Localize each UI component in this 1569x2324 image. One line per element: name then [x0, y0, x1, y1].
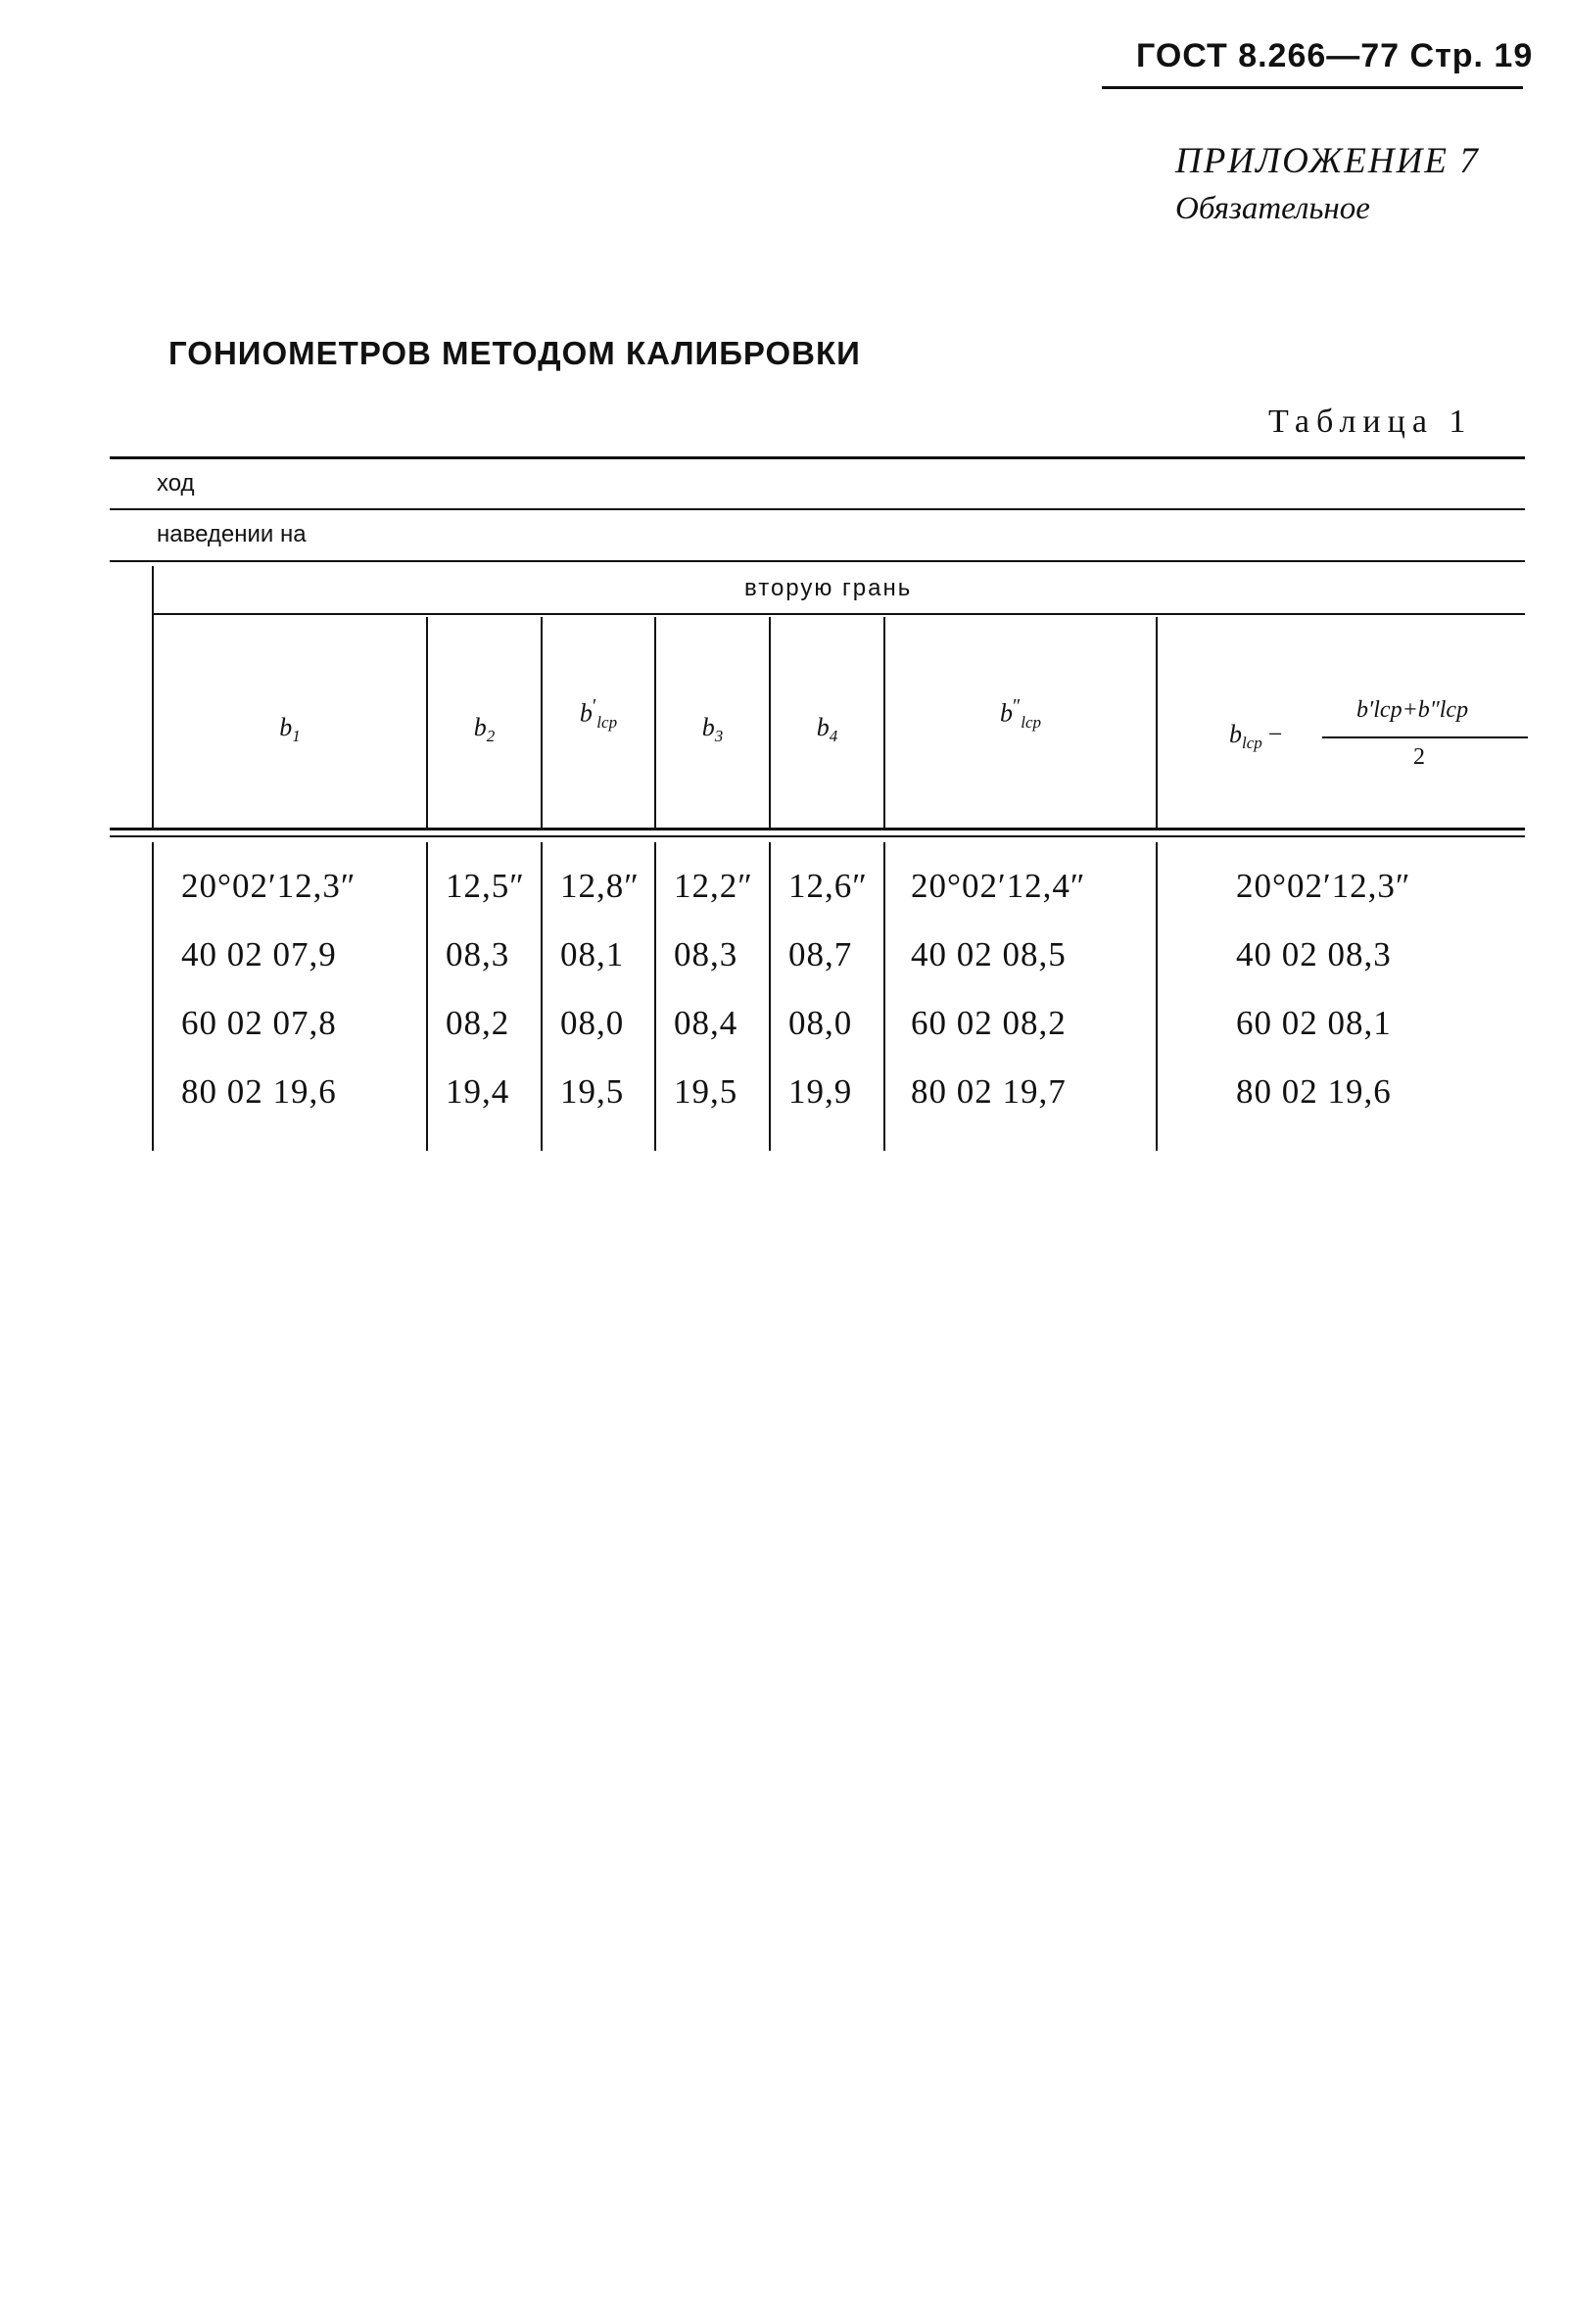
table-label: Таблица 1: [1268, 403, 1473, 440]
body-sep-4: [769, 842, 771, 1151]
cell-r3-c3: 08,0: [560, 1004, 625, 1042]
hdr-sep-6: [1156, 617, 1158, 828]
cell-r3-c4: 08,4: [674, 1004, 738, 1042]
col-header-b-lcp-prime: $b'_{lcp}$: [579, 695, 618, 732]
page-title: ГОНИОМЕТРОВ МЕТОДОМ КАЛИБРОВКИ: [168, 335, 861, 371]
rule-2: [110, 560, 1525, 562]
cell-r4-c2: 19,4: [446, 1072, 510, 1111]
col-header-b4: $b_4$: [816, 713, 838, 746]
cell-r2-c2: 08,3: [446, 935, 510, 973]
table-left-border: [152, 566, 154, 828]
cell-r4-c6: 80 02 19,7: [911, 1072, 1067, 1111]
cell-r4-c3: 19,5: [560, 1072, 625, 1111]
body-sep-3: [654, 842, 656, 1151]
cell-r4-c7: 80 02 19,6: [1236, 1072, 1392, 1111]
cell-r2-c6: 40 02 08,5: [911, 935, 1067, 973]
appendix-status: Обязательное: [1175, 191, 1370, 226]
cell-r2-c5: 08,7: [788, 935, 853, 973]
cell-r3-c5: 08,0: [788, 1004, 853, 1042]
body-sep-2: [541, 842, 543, 1151]
formula-fraction-bar: [1322, 736, 1528, 738]
cell-r2-c4: 08,3: [674, 935, 738, 973]
rule-1: [110, 508, 1525, 510]
body-sep-5: [883, 842, 885, 1151]
formula-denominator: 2: [1413, 744, 1425, 770]
cell-r2-c1: 40 02 07,9: [181, 935, 337, 973]
cell-r3-c6: 60 02 08,2: [911, 1004, 1067, 1042]
running-head: ГОСТ 8.266—77 Стр. 19: [1136, 37, 1534, 74]
row-label-navedenii: наведении на: [157, 521, 307, 547]
cell-r4-c5: 19,9: [788, 1072, 853, 1111]
row-label-hod: ход: [157, 470, 195, 497]
cell-r3-c2: 08,2: [446, 1004, 510, 1042]
cell-r2-c7: 40 02 08,3: [1236, 935, 1392, 973]
cell-r4-c1: 80 02 19,6: [181, 1072, 337, 1111]
cell-r3-c7: 60 02 08,1: [1236, 1004, 1392, 1042]
body-sep-1: [426, 842, 428, 1151]
formula-numerator: b′lcp+b″lcp: [1356, 697, 1469, 723]
cell-r1-c3: 12,8″: [560, 867, 640, 905]
cell-r1-c5: 12,6″: [788, 867, 868, 905]
cell-r4-c4: 19,5: [674, 1072, 738, 1111]
cell-r1-c6: 20°02′12,4″: [911, 867, 1086, 905]
col-header-b-lcp-double-prime: $b''_{lcp}$: [999, 695, 1042, 732]
cell-r1-c7: 20°02′12,3″: [1236, 867, 1411, 905]
cell-r2-c3: 08,1: [560, 935, 625, 973]
body-left-border: [152, 842, 154, 1151]
col-header-b1: $b_1$: [279, 713, 301, 746]
col-header-formula-lhs: $b_{lcp}$ −: [1229, 720, 1283, 753]
table-top-rule: [110, 456, 1525, 459]
header-bottom-rule-1: [110, 828, 1525, 830]
col-header-b2: $b_2$: [473, 713, 496, 746]
col-header-b3: $b_3$: [701, 713, 724, 746]
cell-r1-c4: 12,2″: [674, 867, 753, 905]
appendix-number: ПРИЛОЖЕНИЕ 7: [1175, 141, 1480, 181]
group-rule: [154, 613, 1525, 615]
cell-r1-c2: 12,5″: [446, 867, 525, 905]
group-header: вторую грань: [744, 575, 913, 601]
cell-r3-c1: 60 02 07,8: [181, 1004, 337, 1042]
header-bottom-rule-2: [110, 835, 1525, 837]
body-sep-6: [1156, 842, 1158, 1151]
cell-r1-c1: 20°02′12,3″: [181, 867, 357, 905]
